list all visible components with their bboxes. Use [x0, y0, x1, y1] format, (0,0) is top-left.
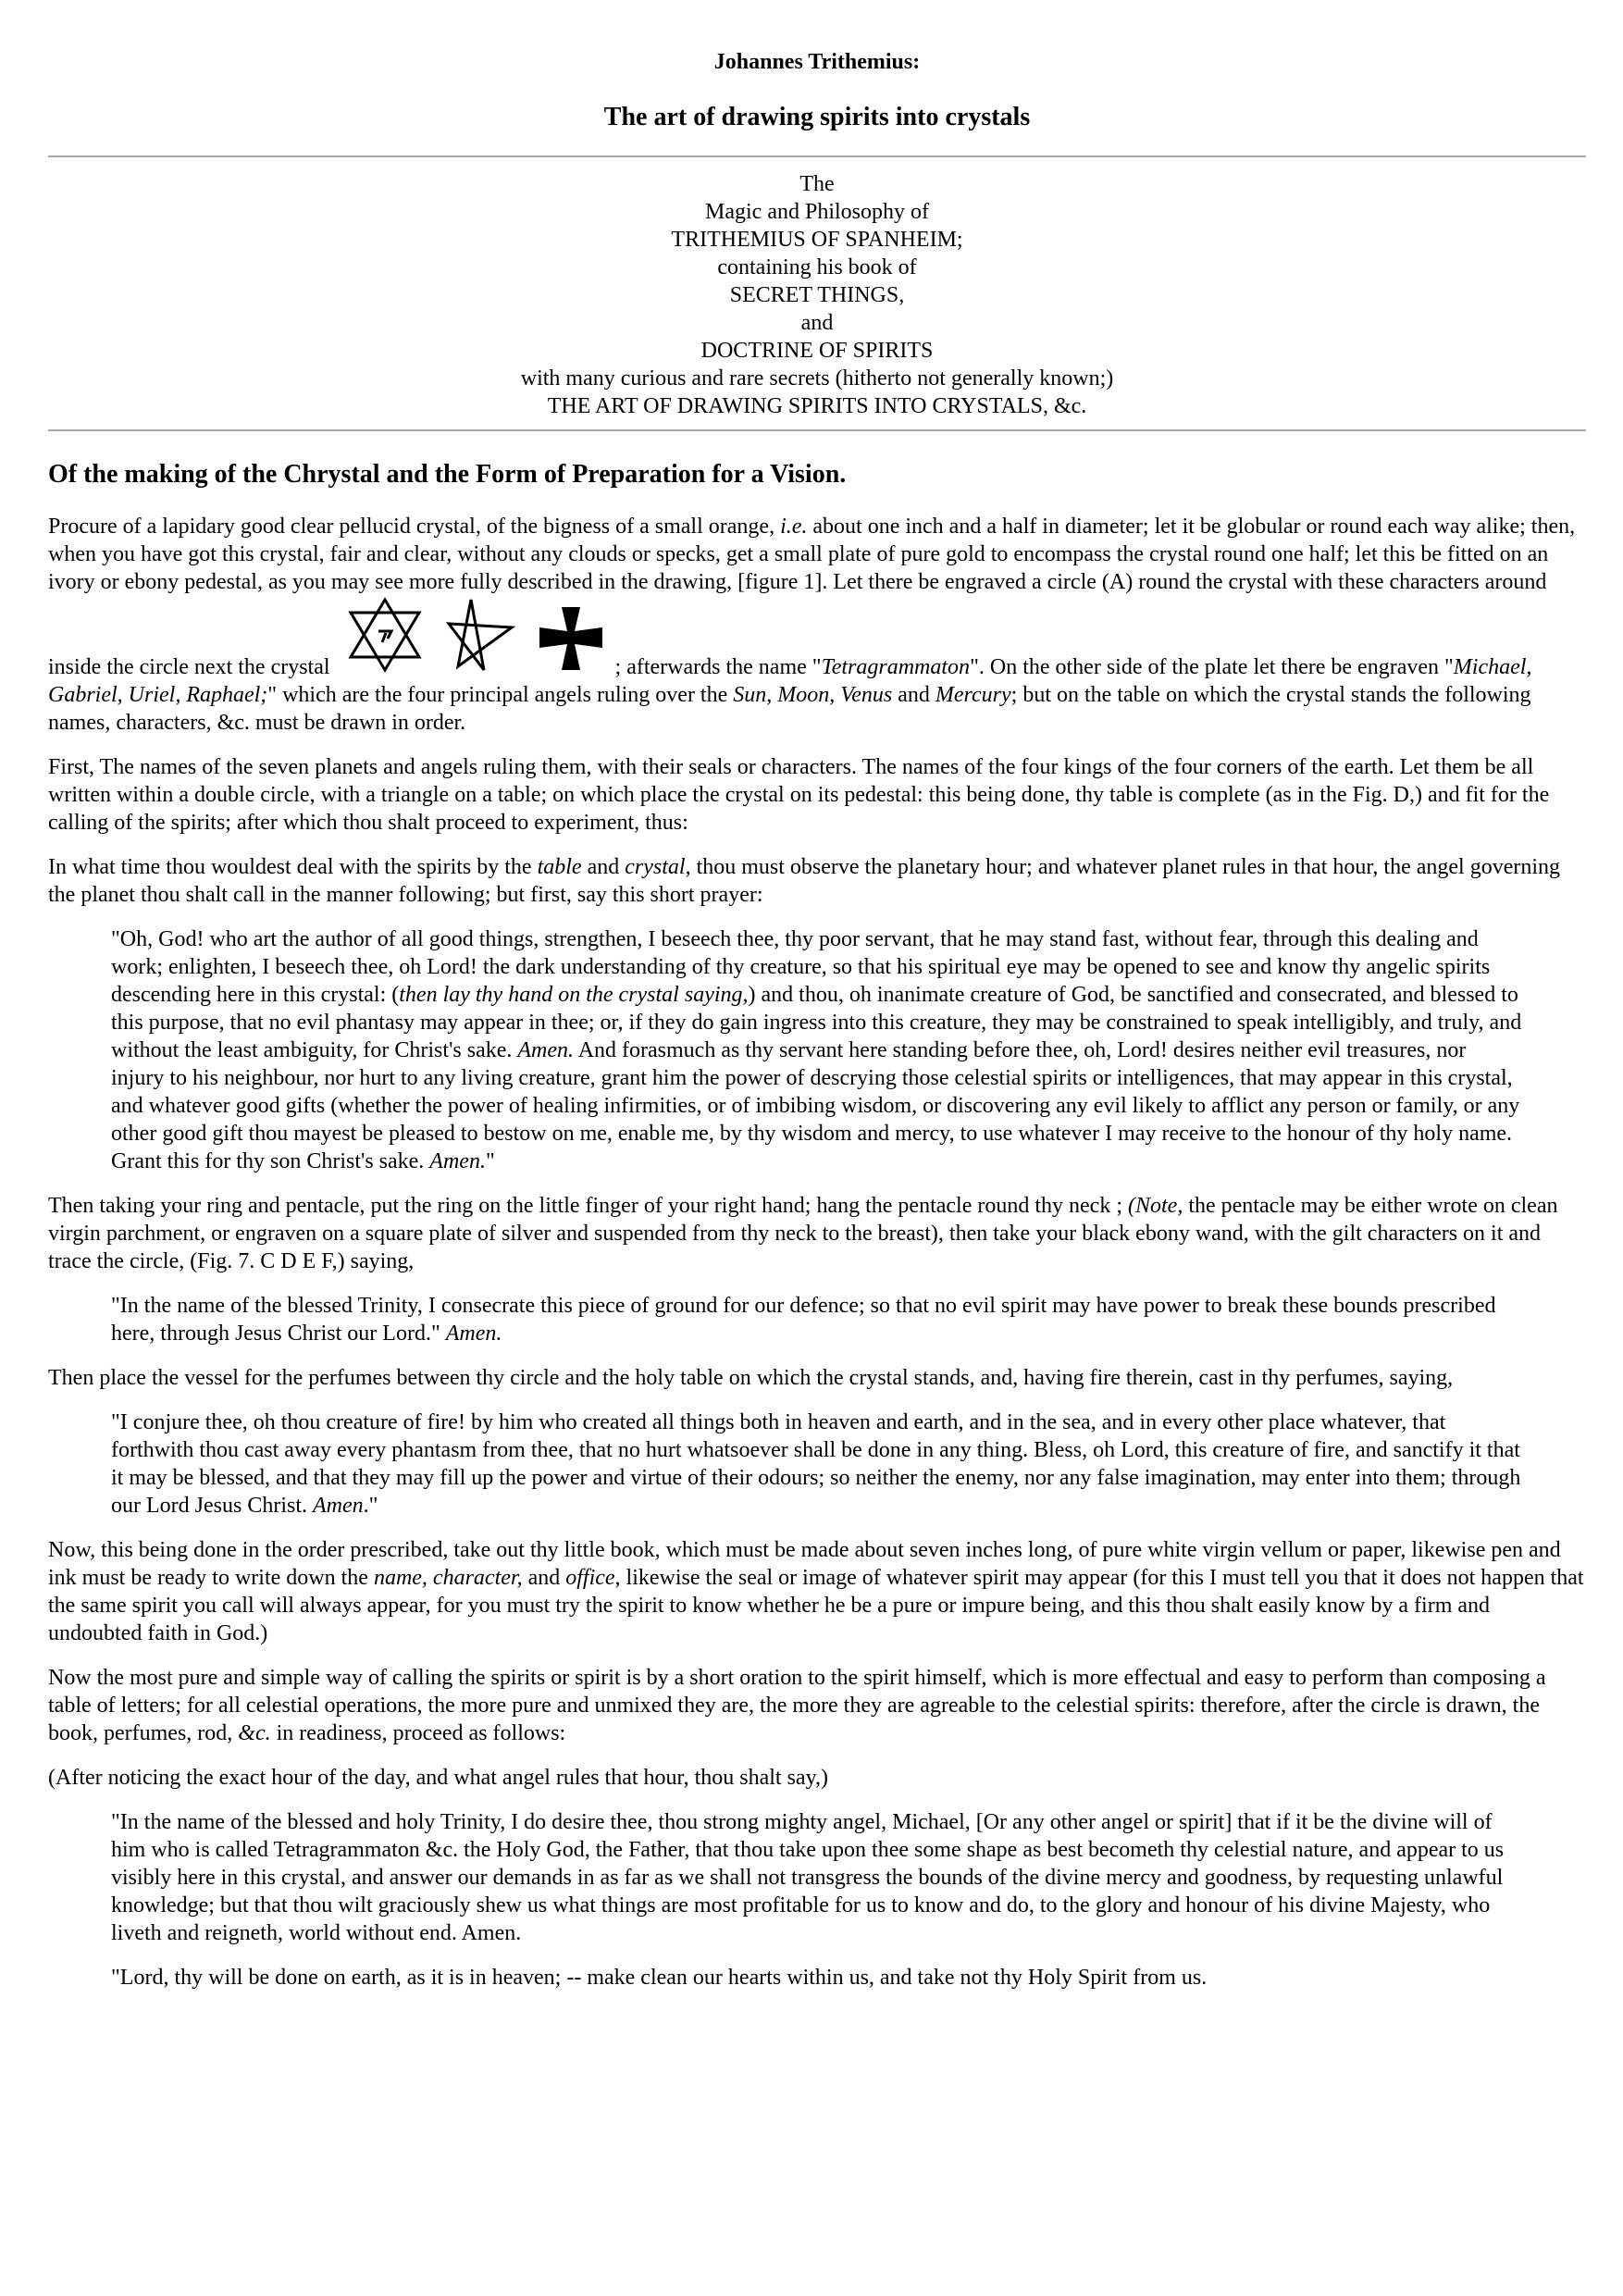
- title-page-line: containing his book of: [717, 255, 917, 279]
- cross-pattee-icon: [536, 603, 606, 674]
- paragraph-exact-hour: (After noticing the exact hour of the day, and what angel rules that hour, thou shalt say,): [48, 1766, 828, 1790]
- hexagram-icon: [345, 596, 425, 674]
- quote-fire-conjuration: "I conjure thee, oh thou creature of fire! by him who created all things both in heaven and earth, and in the sea, and in every other place whatever, that forthwith thou cast away every phantasm from thee, that no hurt whatsoever shall be done in any thing. Bless, oh Lord, this creature of fire, and sanctify it that it may be blessed, and that they may fill up the power and virtue of their odours; so neither the enemy, nor any false imagination, may enter into them; through our Lord Jesus Christ. Amen.": [111, 1410, 1521, 1518]
- paragraph-ring-pentacle: Then taking your ring and pentacle, put the ring on the little finger of your right hand; hang the pentacle round thy neck ; (Note, the pentacle may be either wrote on clean virgin parchment, or engraven on a square plate of silver and suspended from thy neck to the breast), then take your black ebony wand, with the gilt characters on it and trace the circle, (Fig. 7. C D E F,) saying,: [48, 1194, 1558, 1273]
- divider-top: [48, 155, 1586, 157]
- author-heading: Johannes Trithemius:: [713, 50, 921, 74]
- document-page: [48, 0, 1586, 1992]
- divider-bottom: [48, 429, 1586, 431]
- quote-lords-prayer: "Lord, thy will be done on earth, as it is in heaven; -- make clean our hearts within us, and take not thy Holy Spirit from us.: [111, 1966, 1208, 1990]
- title-page-line: and: [800, 311, 834, 335]
- paragraph-little-book: Now, this being done in the order prescribed, take out thy little book, which must be made about seven inches long, of pure white virgin vellum or paper, likewise pen and ink must be ready to write down the name, character, and office, likewise the seal or image of whatever spirit may appear (for this I must tell you that it does not happen that the same spirit you call will always appear, for you must try the spirit to know whether he be a pure or impure being, and this thou shalt easily know by a firm and undoubted faith in God.): [48, 1538, 1584, 1645]
- title-page-line: SECRET THINGS,: [729, 283, 905, 307]
- quote-invocation: "In the name of the blessed and holy Trinity, I do desire thee, thou strong mighty angel, Michael, [Or any other angel or spirit] that if it be the divine will of him who is called Tetragrammaton &c. the Holy God, the Father, that thou take upon thee some shape as best becometh thy celestial nature, and appear to us visibly here in this crystal, and answer our demands in as far as we shall not transgress the bounds of the divine mercy and goodness, by requesting unlawful knowledge; but that thou wilt graciously shew us what things are most profitable for us to know and do, to the glory and honour of his divine Majesty, who liveth and reigneth, world without end. Amen.: [111, 1810, 1505, 1945]
- quote-consecration: "In the name of the blessed Trinity, I consecrate this piece of ground for our defence; so that no evil spirit may have power to break these bounds prescribed here, through Jesus Christ our Lord." Amen.: [111, 1294, 1496, 1346]
- title-page-line: Magic and Philosophy of: [705, 200, 929, 224]
- paragraph-calling-spirits: Now the most pure and simple way of calling the spirits or spirit is by a short oration to the spirit himself, which is more effectual and easy to perform than composing a table of letters; for all celestial operations, the more pure and unmixed they are, the more they are agreable to the celestial spirits: therefore, after the circle is drawn, the book, perfumes, rod, &c. in readiness, proceed as follows:: [48, 1666, 1546, 1745]
- paragraph-crystal: Procure of a lapidary good clear pellucid crystal, of the bigness of a small orange, i.e. about one inch and a half in diameter; let it be globular or round each way alike; then, when you have got this crystal, fair and clear, without any clouds or specks, get a small plate of pure gold to encompass the crystal round one half; let this be fitted on an ivory or ebony pedestal, as you may see more fully described in the drawing, [figure 1]. Let there be engraved a circle (A) round the crystal with these characters around inside the circle next the crystal ; afterwards the name "Tetragrammaton". On the other side of the plate let there be engraven "Michael, Gabriel, Uriel, Raphael;" which are the four principal angels ruling over the Sun, Moon, Venus and Mercury; but on the table on which the crystal stands the following names, characters, &c. must be drawn in order.: [48, 515, 1576, 735]
- title-page-line: DOCTRINE OF SPIRITS: [700, 339, 934, 363]
- paragraph-perfumes: Then place the vessel for the perfumes between thy circle and the holy table on which the crystal stands, and, having fire therein, cast in thy perfumes, saying,: [48, 1366, 1454, 1390]
- title-page-line: with many curious and rare secrets (hitherto not generally known;): [520, 366, 1114, 391]
- page-title: The art of drawing spirits into crystals: [603, 103, 1031, 131]
- title-page-line: THE ART OF DRAWING SPIRITS INTO CRYSTALS, &c.: [547, 394, 1087, 418]
- title-page-line: TRITHEMIUS OF SPANHEIM;: [671, 228, 963, 252]
- section-heading: Of the making of the Chrystal and the Form of Preparation for a Vision.: [48, 460, 847, 489]
- paragraph-planets: First, The names of the seven planets and angels ruling them, with their seals or characters. The names of the four kings of the four corners of the earth. Let them be all written within a double circle, with a triangle on a table; on which place the crystal on its pedestal: this being done, thy table is complete (as in the Fig. D,) and fit for the calling of the spirits; after which thou shalt proceed to experiment, thus:: [48, 755, 1550, 835]
- paragraph-planetary-hour: In what time thou wouldest deal with the spirits by the table and crystal, thou must observe the planetary hour; and whatever planet rules in that hour, the angel governing the planet thou shalt call in the manner following; but first, say this short prayer:: [48, 855, 1561, 907]
- title-page-block: [48, 170, 1586, 420]
- quote-prayer: "Oh, God! who art the author of all good things, strengthen, I beseech thee, thy poor servant, that he may stand fast, without fear, through this dealing and work; enlighten, I beseech thee, oh Lord! the dark understanding of thy creature, so that his spiritual eye may be opened to see and know thy angelic spirits descending here in this crystal: (then lay thy hand on the crystal saying,) and thou, oh inanimate creature of God, be sanctified and consecrated, and blessed to this purpose, that no evil phantasy may appear in thee; or, if they do gain ingress into this creature, they may be constrained to speak intelligibly, and truly, and without the least ambiguity, for Christ's sake. Amen. And forasmuch as thy servant here standing before thee, oh, Lord! desires neither evil treasures, nor injury to his neighbour, nor hurt to any living creature, grant him the power of descrying those celestial spirits or intelligences, that may appear in this crystal, and whatever good gifts (whether the power of healing infirmities, or of imbibing wisdom, or discovering any evil likely to afflict any person or family, or any other good gift thou mayest be pleased to bestow on me, enable me, by thy wisdom and mercy, to use whatever I may receive to the honour of thy holy name. Grant this for thy son Christ's sake. Amen.": [111, 927, 1522, 1173]
- pentagram-icon: [443, 596, 517, 674]
- crystal-characters: [336, 596, 615, 677]
- title-page-line: The: [799, 172, 835, 196]
